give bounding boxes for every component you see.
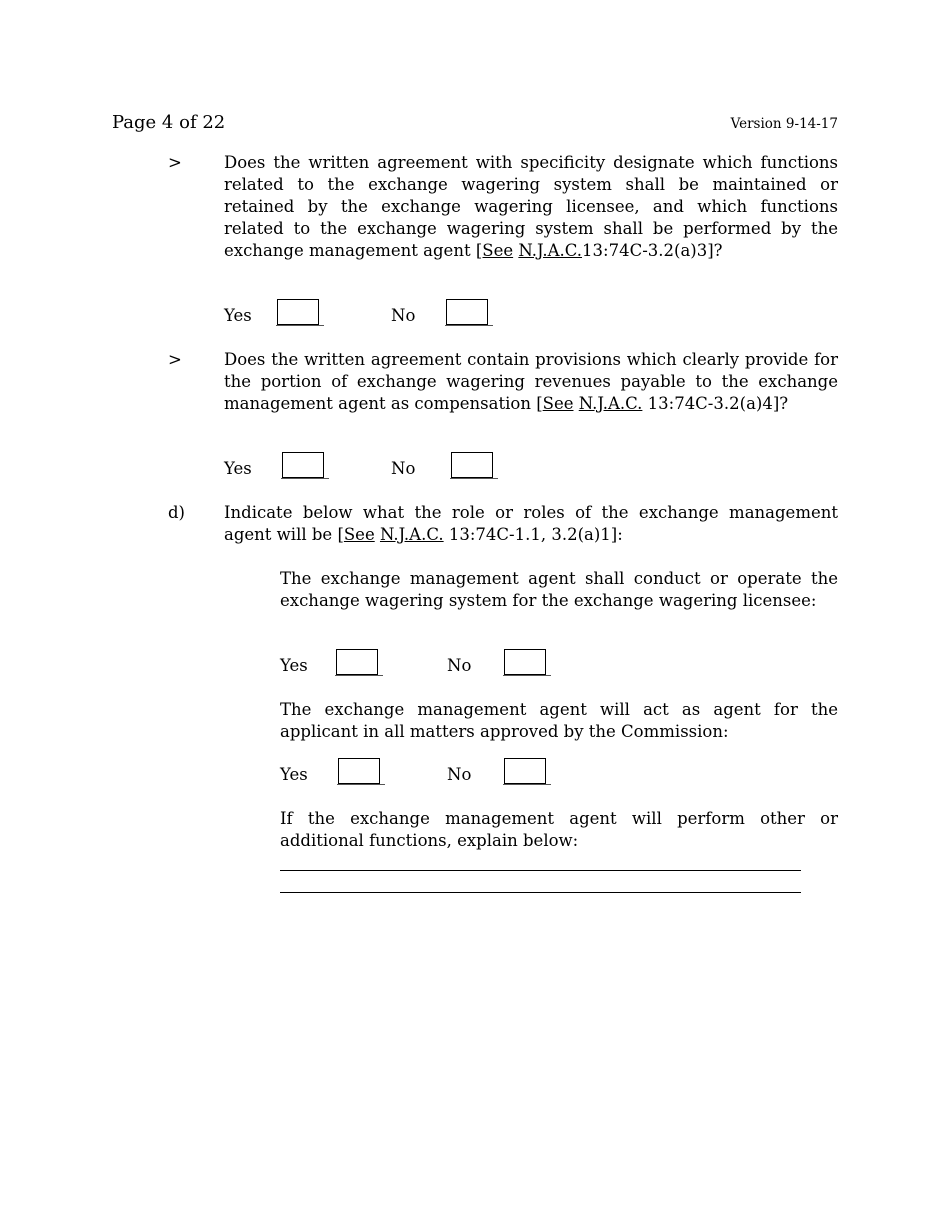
citation-section: 13:74C-1.1, 3.2(a)1]:: [443, 525, 623, 544]
citation-njac: N.J.A.C.: [379, 525, 444, 544]
citation-see: See: [343, 525, 375, 544]
section-marker: d): [168, 503, 185, 522]
version-label: Version 9-14-17: [730, 116, 838, 132]
citation-see: [See: [475, 241, 514, 260]
citation-section: 13:74C-3.2(a)3]?: [582, 241, 723, 260]
explanation-line[interactable]: [280, 892, 801, 893]
other-functions-prompt: If the exchange management agent will perform other or additional functions, explain below:: [280, 809, 838, 850]
section-text: Indicate below what the role or roles of the exchange management agent will be: [224, 503, 838, 544]
citation-njac: N.J.A.C.: [518, 241, 583, 260]
section-roles-intro: [224, 502, 838, 546]
no-label: No: [447, 765, 472, 784]
citation-open: [: [536, 394, 543, 413]
yes-label: Yes: [280, 765, 308, 784]
yes-checkbox[interactable]: [277, 299, 319, 325]
role-act-as-agent: The exchange management agent will act as agent for the applicant in all matters approved by the Commission:: [280, 700, 838, 741]
no-checkbox[interactable]: [451, 452, 493, 478]
no-checkbox[interactable]: [504, 758, 546, 784]
question-function-designation: [224, 152, 838, 262]
no-checkbox[interactable]: [504, 649, 546, 675]
citation-see: See: [542, 394, 574, 413]
bullet-marker: >: [168, 153, 182, 172]
no-label: No: [391, 306, 416, 325]
yes-label: Yes: [224, 306, 252, 325]
citation-section: 13:74C-3.2(a)4]?: [642, 394, 789, 413]
yes-checkbox[interactable]: [336, 649, 378, 675]
page-number: Page 4 of 22: [112, 112, 226, 133]
question-compensation: [224, 349, 838, 415]
no-checkbox[interactable]: [446, 299, 488, 325]
question-text: Does the written agreement contain provisions which clearly provide for the portion of exchange wagering revenues payable to the exchange management agent as compensation: [224, 350, 838, 413]
role-conduct-operate: The exchange management agent shall conduct or operate the exchange wagering system for the exchange wagering licensee:: [280, 569, 838, 610]
no-label: No: [391, 459, 416, 478]
explanation-line[interactable]: [280, 870, 801, 871]
bullet-marker: >: [168, 350, 182, 369]
yes-label: Yes: [280, 656, 308, 675]
question-text: Does the written agreement with specificity designate which functions related to the exchange wagering system shall be maintained or retained by the exchange wagering licensee, and which functions related to the exchange wagering system shall be performed by the exchange management agent: [224, 153, 838, 260]
yes-label: Yes: [224, 459, 252, 478]
yes-checkbox[interactable]: [282, 452, 324, 478]
citation-njac: N.J.A.C.: [578, 394, 643, 413]
no-label: No: [447, 656, 472, 675]
citation-open: [: [337, 525, 344, 544]
yes-checkbox[interactable]: [338, 758, 380, 784]
